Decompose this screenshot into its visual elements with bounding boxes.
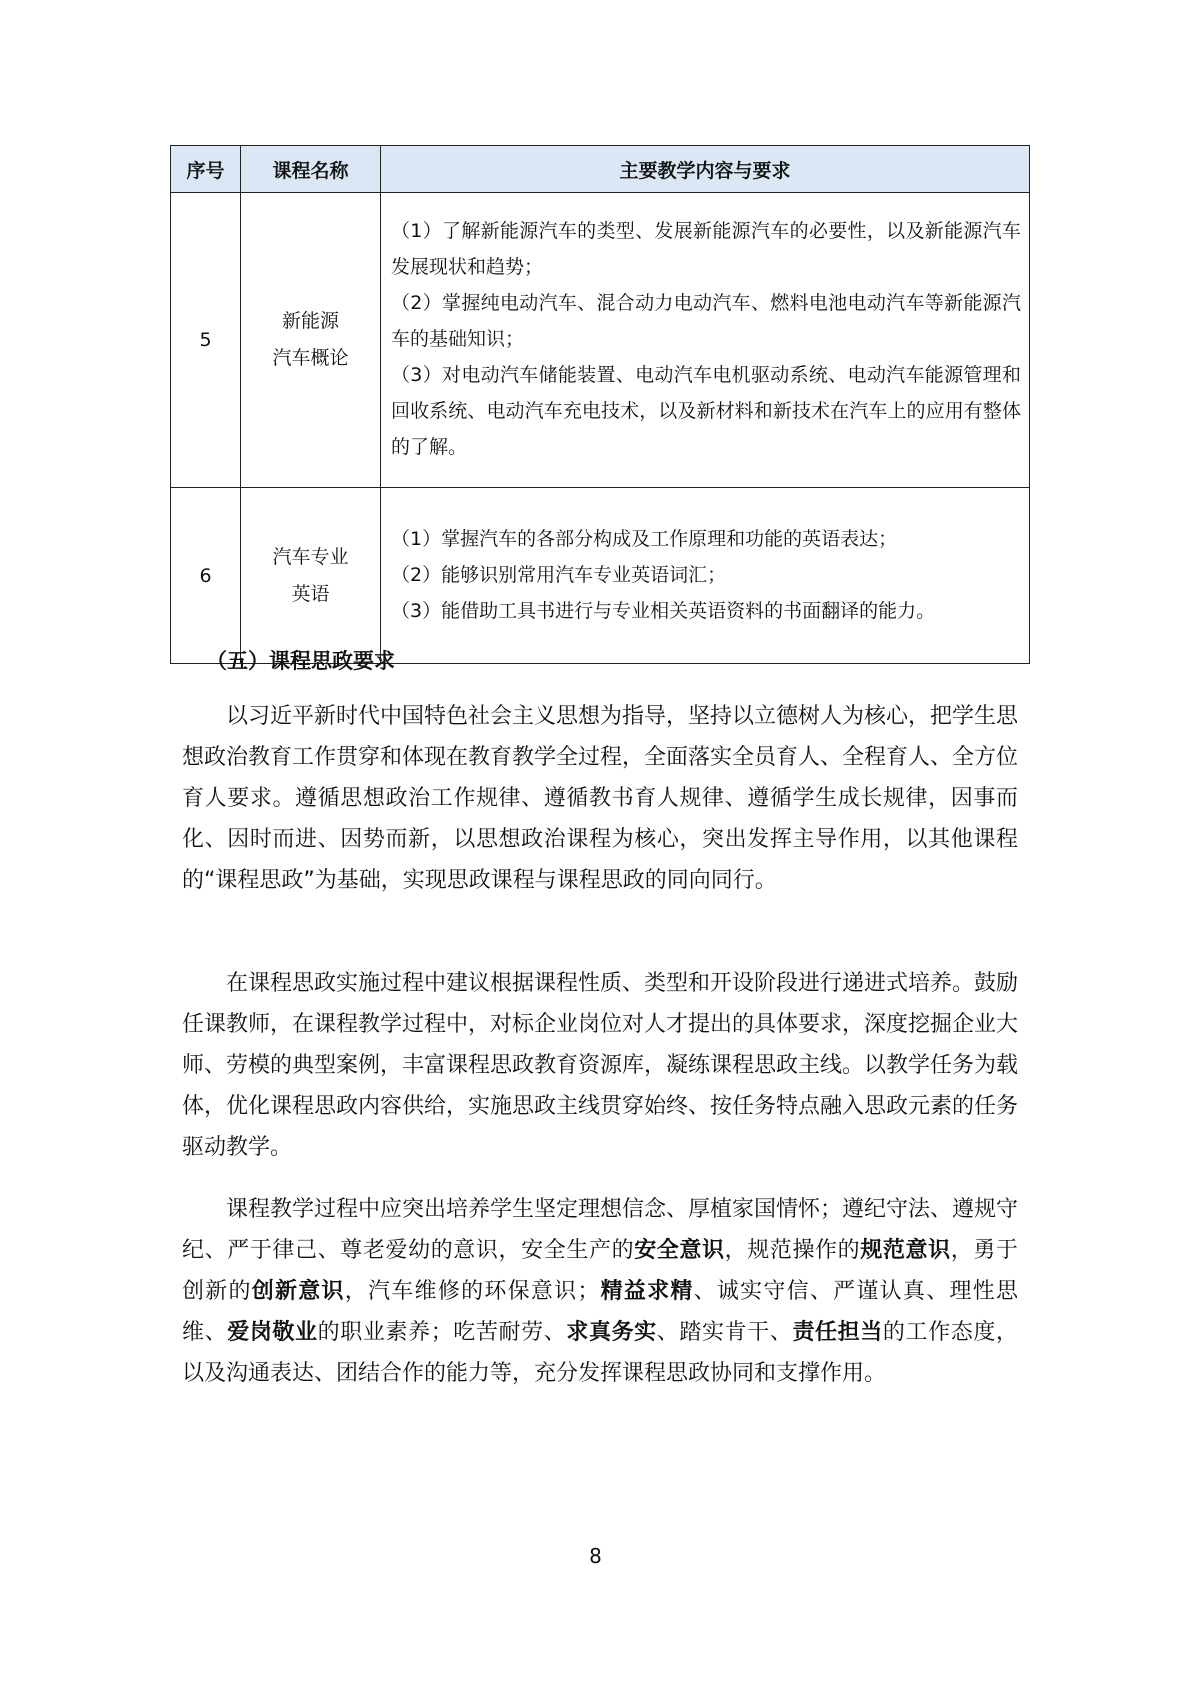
course-name xyxy=(241,488,381,664)
header-course-name: 课程名称 xyxy=(241,146,381,193)
content-item: （3）能借助工具书进行与专业相关英语资料的书面翻译的能力。 xyxy=(391,599,936,622)
curriculum-table xyxy=(170,145,1030,664)
course-name xyxy=(241,193,381,488)
header-content: 主要教学内容与要求 xyxy=(381,146,1030,193)
paragraph-1: 以习近平新时代中国特色社会主义思想为指导，坚持以立德树人为核心，把学生思想政治教育工作贯穿和体现在教育教学全过程，全面落实全员育人、全程育人、全方位育人要求。遵循思想政治工作规律、遵循教书育人规律、遵循学生成长规律，因事而化、因时而进、因势而新，以思想政治课程为核心，突出发挥主导作用，以其他课程的“课程思政”为基础，实现思政课程与课程思政的同向同行。 xyxy=(182,704,1019,893)
row-number: 6 xyxy=(171,488,241,664)
content-item: （2）掌握纯电动汽车、混合动力电动汽车、燃料电池电动汽车等新能源汽车的基础知识； xyxy=(391,292,1021,350)
text-span: 的工作态度，以及沟通表达、团结合作的能力等，充分发挥课程思政协同和支撑作用。 xyxy=(182,1320,1018,1386)
row-number: 5 xyxy=(171,193,241,488)
text-span: 、诚实守信、严谨认真、理性思维、 xyxy=(182,1279,1018,1345)
bold-term: 爱岗敬业 xyxy=(227,1320,318,1345)
text-span: 、踏实肯干、 xyxy=(656,1320,793,1345)
section-title: （五）课程思政要求 xyxy=(206,649,395,673)
table-header-row xyxy=(171,146,1030,193)
text-span: ，规范操作的 xyxy=(724,1238,861,1263)
bold-term: 安全意识 xyxy=(634,1238,725,1263)
bold-term: 规范意识 xyxy=(860,1238,951,1263)
course-name-line: 汽车概论 xyxy=(272,347,349,369)
header-number: 序号 xyxy=(171,146,241,193)
course-name-line: 英语 xyxy=(291,582,330,605)
course-content xyxy=(381,488,1030,664)
bold-term: 求真务实 xyxy=(566,1320,657,1345)
content-item: （1）掌握汽车的各部分构成及工作原理和功能的英语表达； xyxy=(391,527,898,550)
course-name-line: 汽车专业 xyxy=(272,545,349,568)
content-item: （1）了解新能源汽车的类型、发展新能源汽车的必要性，以及新能源汽车发展现状和趋势； xyxy=(391,220,1021,278)
paragraph-2: 在课程思政实施过程中建议根据课程性质、类型和开设阶段进行递进式培养。鼓励任课教师，在课程教学过程中，对标企业岗位对人才提出的具体要求，深度挖掘企业大师、劳模的典型案例，丰富课程思政教育资源库，凝练课程思政主线。以教学任务为载体，优化课程思政内容供给，实施思政主线贯穿始终、按任务特点融入思政元素的任务驱动教学。 xyxy=(182,971,1019,1160)
bold-term: 责任担当 xyxy=(792,1320,883,1345)
course-content xyxy=(381,193,1030,488)
table-row xyxy=(171,193,1030,488)
content-item: （3）对电动汽车储能装置、电动汽车电机驱动系统、电动汽车能源管理和回收系统、电动汽车充电技术，以及新材料和新技术在汽车上的应用有整体的了解。 xyxy=(391,364,1021,458)
text-span: ，汽车维修的环保意识； xyxy=(344,1279,600,1304)
page-number: 8 xyxy=(589,1544,602,1568)
content-item: （2）能够识别常用汽车专业英语词汇； xyxy=(391,563,727,586)
bold-term: 精益求精 xyxy=(599,1279,694,1304)
table-row xyxy=(171,488,1030,664)
course-name-line: 新能源 xyxy=(281,310,339,332)
text-span: ，勇于创新的 xyxy=(182,1238,1018,1304)
text-span: 的职业素养；吃苦耐劳、 xyxy=(317,1320,567,1345)
text-span: 课程教学过程中应突出培养学生坚定理想信念、厚植家国情怀；遵纪守法、遵规守纪、严于律己、尊老爱幼的意识，安全生产的 xyxy=(182,1197,1019,1263)
bold-term: 创新意识 xyxy=(251,1279,345,1304)
paragraph-3 xyxy=(182,1189,1018,1394)
